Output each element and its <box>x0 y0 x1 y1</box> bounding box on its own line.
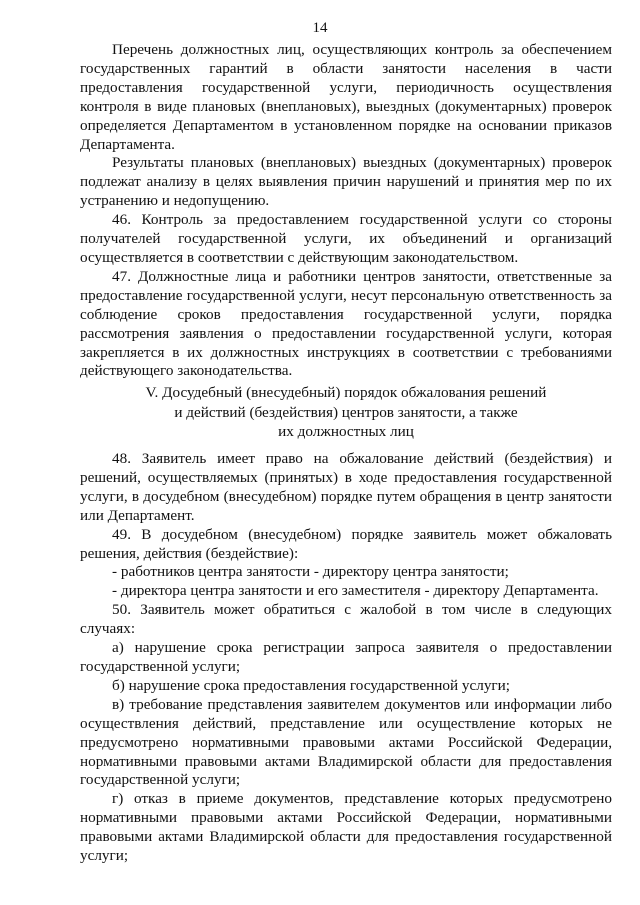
paragraph-47: 47. Должностные лица и работники центров занятости, ответственные за предоставление государственной услуги, несут персональную ответственность за соблюдение сроков предоставления государственной услуги, порядка рассмотрения заявления о предоставлении государственной услуги, которая закрепляется в их должностных инструкциях в соответствии с требованиями действующего законодательства. <box>80 267 612 380</box>
section-heading-line: их должностных лиц <box>278 423 414 440</box>
section-heading-line: V. Досудебный (внесудебный) порядок обжалования решений <box>145 384 547 401</box>
section-heading-line: и действий (бездействия) центров занятости, а также <box>174 403 518 421</box>
list-item: - директора центра занятости и его заместителя - директору Департамента. <box>112 582 599 600</box>
paragraph-49: 49. В досудебном (внесудебном) порядке заявитель может обжаловать решения, действия (бездействие): <box>80 525 612 562</box>
list-item: б) нарушение срока предоставления государственной услуги; <box>112 676 510 694</box>
paragraph-50: 50. Заявитель может обратиться с жалобой в том числе в следующих случаях: <box>80 601 612 638</box>
section-heading <box>80 383 612 442</box>
list-item: а) нарушение срока регистрации запроса заявителя о предоставлении государственной услуги; <box>80 639 612 675</box>
paragraph-48: 48. Заявитель имеет право на обжалование действий (бездействия) и решений, осуществляемых (принятых) в ходе предоставления государственной услуги, в досудебном (внесудебном) порядке путем обращения в центр занятости или Департамент. <box>80 450 612 524</box>
list-item: г) отказ в приеме документов, представление которых предусмотрено нормативными правовыми актами Российской Федерации, нормативными правовыми актами Владимирской области для предоставления государственной услуги; <box>80 790 612 865</box>
list-item: - работников центра занятости - директору центра занятости; <box>112 563 509 581</box>
paragraph-inspection-results: Результаты плановых (внеплановых) выездных (документарных) проверок подлежат анализу в целях выявления причин нарушений и принятия мер по их устранению и недопущению. <box>80 154 612 210</box>
text-block-bottom <box>80 450 612 866</box>
paragraph-46: 46. Контроль за предоставлением государственной услуги со стороны получателей государственной услуги, их объединений и организаций осуществляется в соответствии с действующим законодательством. <box>80 211 612 266</box>
text-block-top <box>80 41 612 381</box>
list-item: в) требование представления заявителем документов или информации либо осуществления действий, представление или осуществление которых не предусмотрено нормативными правовыми актами Российской Федерации, нормативными правовыми актами Владимирской области для предоставления государственной услуги; <box>80 695 612 789</box>
paragraph-control-officials: Перечень должностных лиц, осуществляющих контроль за обеспечением государственных гарантий в области занятости населения в части предоставления государственной услуги, периодичность осуществления контроля в виде плановых (внеплановых), выездных (документарных) проверок определяется Департаментом в установленном порядке на основании приказов Департамента. <box>80 41 612 153</box>
page-number: 14 <box>312 20 328 36</box>
